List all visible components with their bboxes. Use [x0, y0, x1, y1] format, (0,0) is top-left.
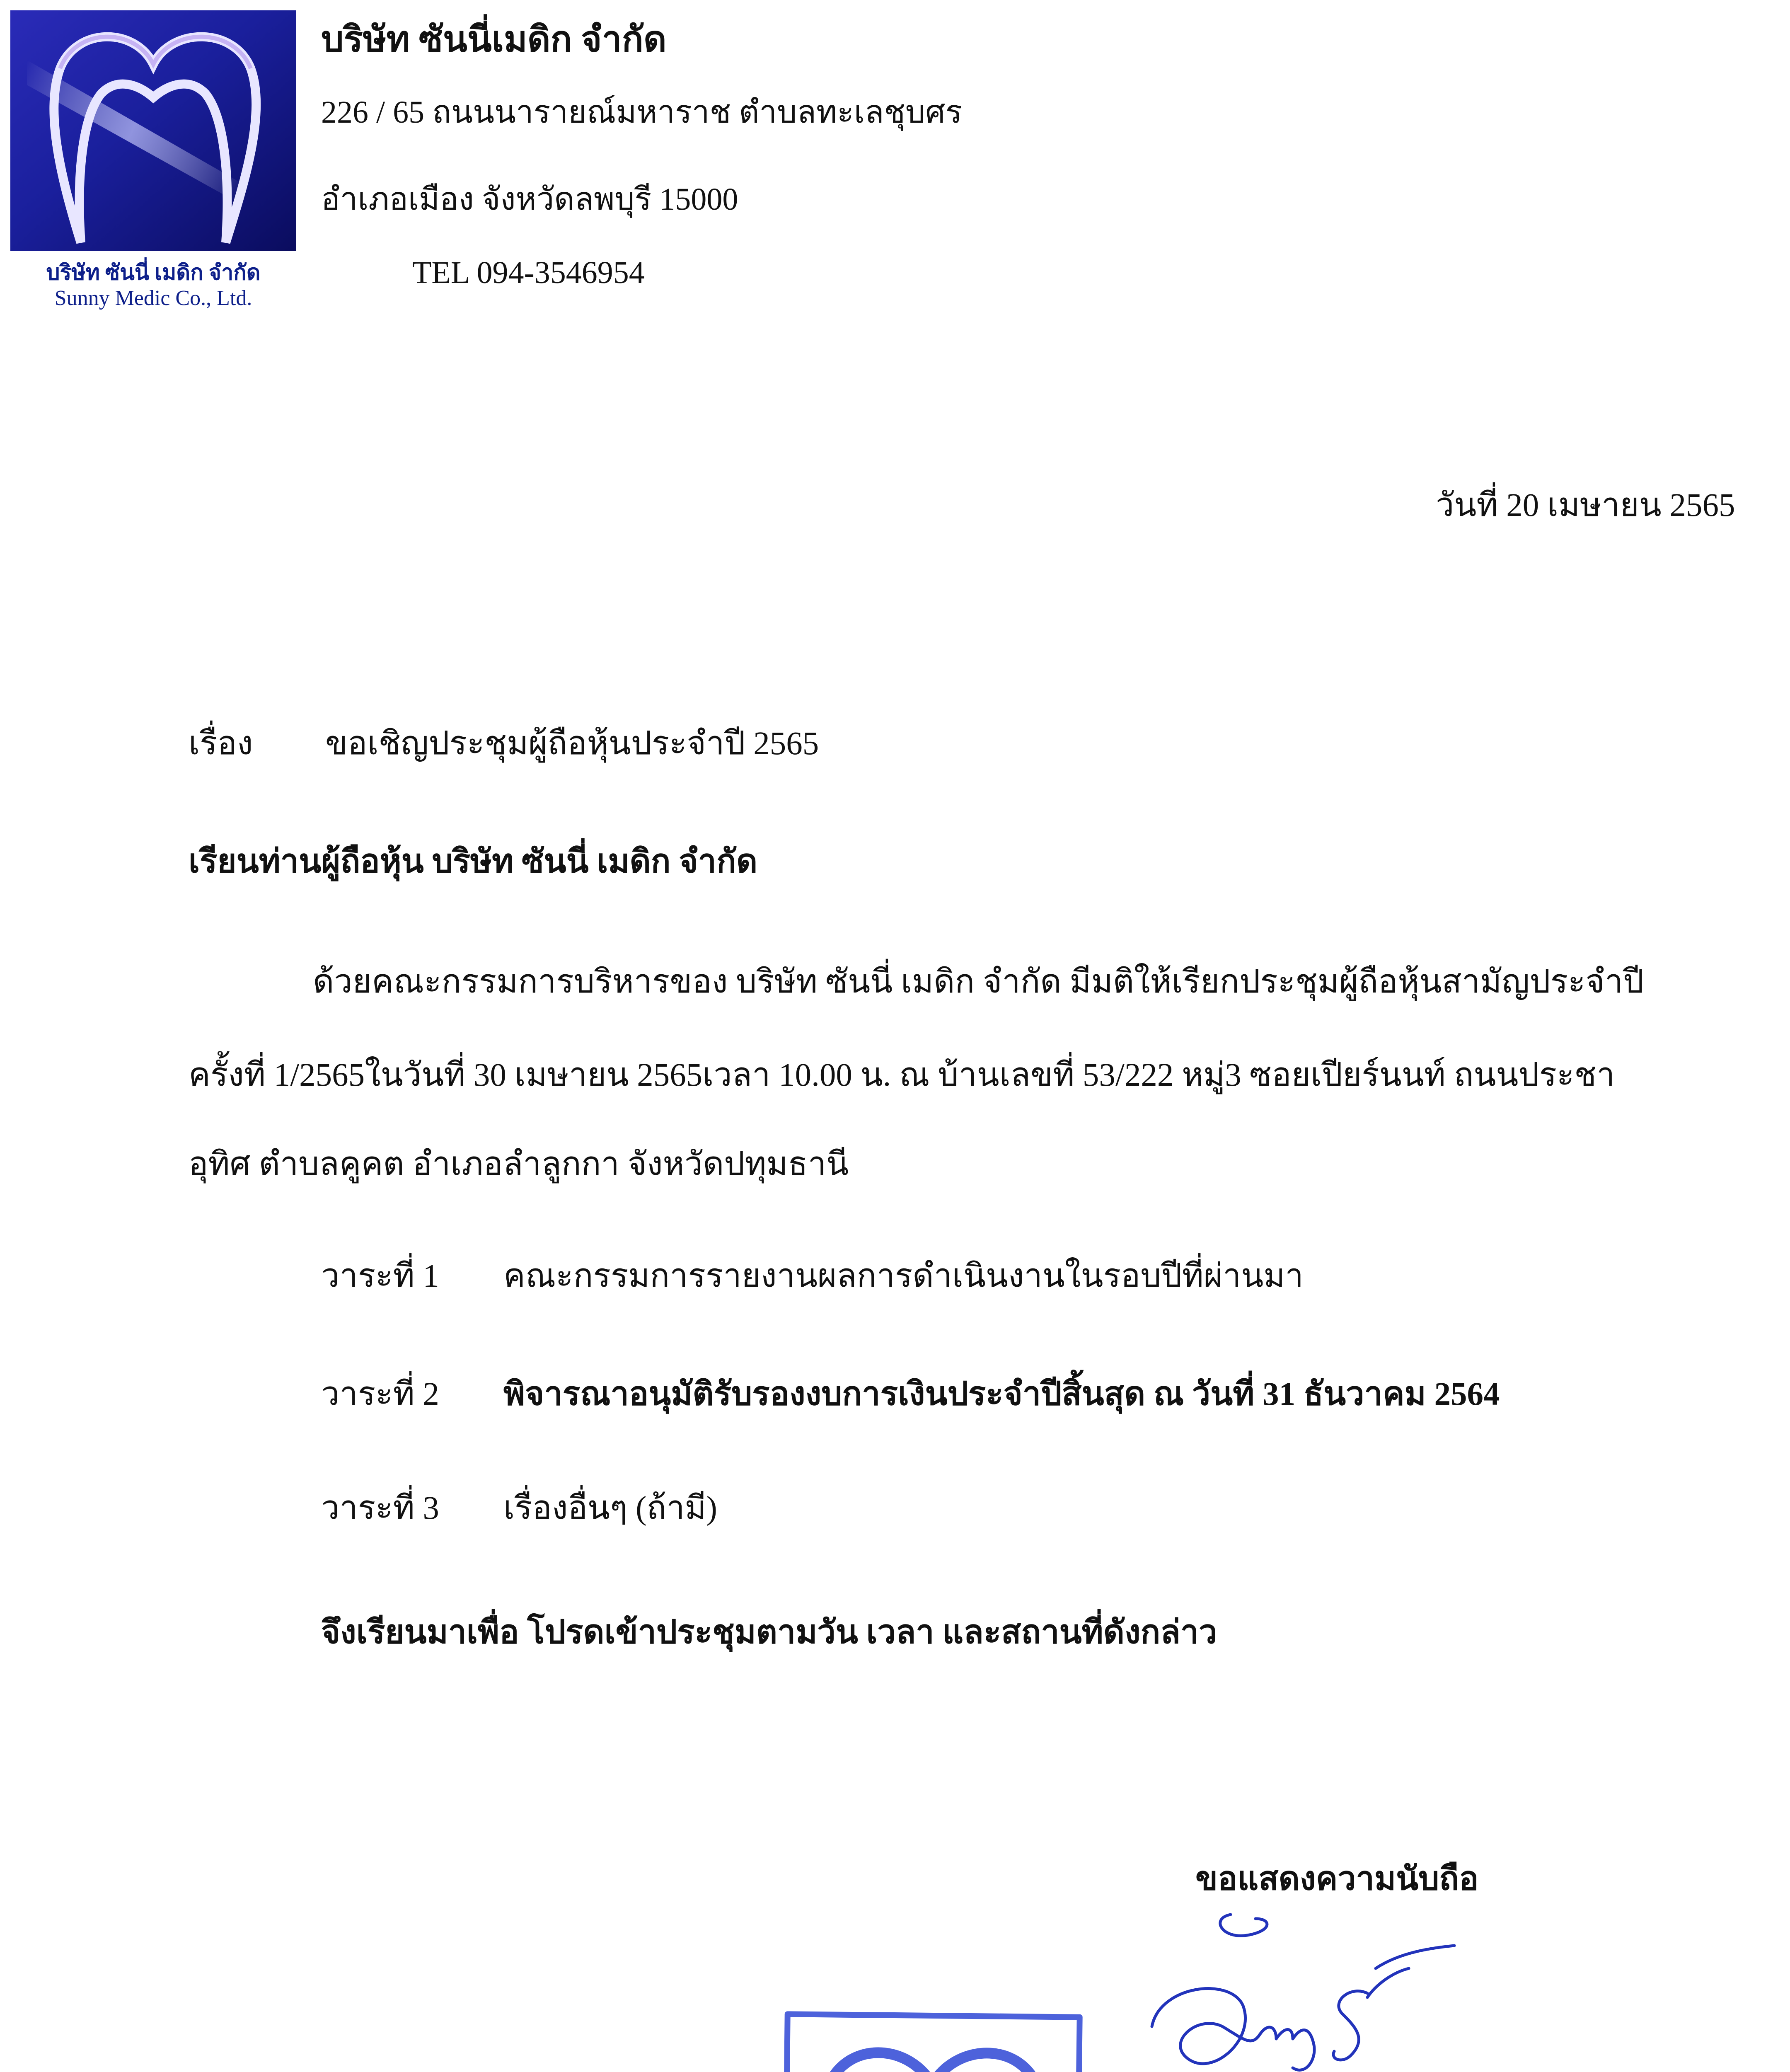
company-address-line1: 226 / 65 ถนนนารายณ์มหาราช ตำบลทะเลชุบศร: [321, 95, 963, 130]
logo-caption-en: Sunny Medic Co., Ltd.: [54, 286, 252, 310]
agenda-text-1: คณะกรรมการรายงานผลการดำเนินงานในรอบปีที่ผ่านมา: [503, 1258, 1304, 1294]
heart-tooth-logo-icon: [10, 10, 296, 251]
company-stamp: [781, 2010, 1084, 2072]
agenda-label-3: วาระที่ 3: [321, 1490, 439, 1526]
company-logo: [10, 10, 296, 251]
paragraph-line-3: อุทิศ ตำบลคูคต อำเภอลำลูกกา จังหวัดปทุมธานี: [189, 1146, 849, 1182]
company-name: บริษัท ซันนี่เมดิก จำกัด: [321, 19, 667, 59]
handwritten-signature-icon: [1135, 1902, 1529, 2072]
salutation: เรียนท่านผู้ถือหุ้น บริษัท ซันนี่ เมดิก จำกัด: [189, 844, 758, 880]
logo-caption-th: บริษัท ซันนี่ เมดิก จำกัด: [46, 261, 261, 285]
letter-date: วันที่ 20 เมษายน 2565: [1436, 487, 1735, 523]
subject-label: เรื่อง: [189, 726, 253, 762]
stamp-heart-icon: [781, 2010, 1084, 2072]
subject-text: ขอเชิญประชุมผู้ถือหุ้นประจำปี 2565: [325, 726, 819, 762]
signature: [1135, 1902, 1529, 2072]
company-tel: TEL 094-3546954: [412, 255, 645, 290]
closing-line: จึงเรียนมาเพื่อ โปรดเข้าประชุมตามวัน เวลา และสถานที่ดังกล่าว: [321, 1615, 1217, 1651]
paragraph-line-1: ด้วยคณะกรรมการบริหารของ บริษัท ซันนี่ เมดิก จำกัด มีมติให้เรียกประชุมผู้ถือหุ้นสามัญประจำปี: [313, 964, 1644, 1000]
paragraph-line-2: ครั้งที่ 1/2565ในวันที่ 30 เมษายน 2565เวลา 10.00 น. ณ บ้านเลขที่ 53/222 หมู่3 ซอยเปียร์นนท์ ถนนประชา: [189, 1057, 1615, 1093]
agenda-label-1: วาระที่ 1: [321, 1258, 439, 1294]
company-address-line2: อำเภอเมือง จังหวัดลพบุรี 15000: [321, 182, 738, 217]
agenda-text-2: พิจารณาอนุมัติรับรองงบการเงินประจำปีสิ้นสุด ณ วันที่ 31 ธันวาคม 2564: [503, 1376, 1500, 1412]
agenda-text-3: เรื่องอื่นๆ (ถ้ามี): [503, 1490, 717, 1526]
agenda-label-2: วาระที่ 2: [321, 1376, 439, 1412]
regards: ขอแสดงความนับถือ: [1195, 1861, 1479, 1897]
